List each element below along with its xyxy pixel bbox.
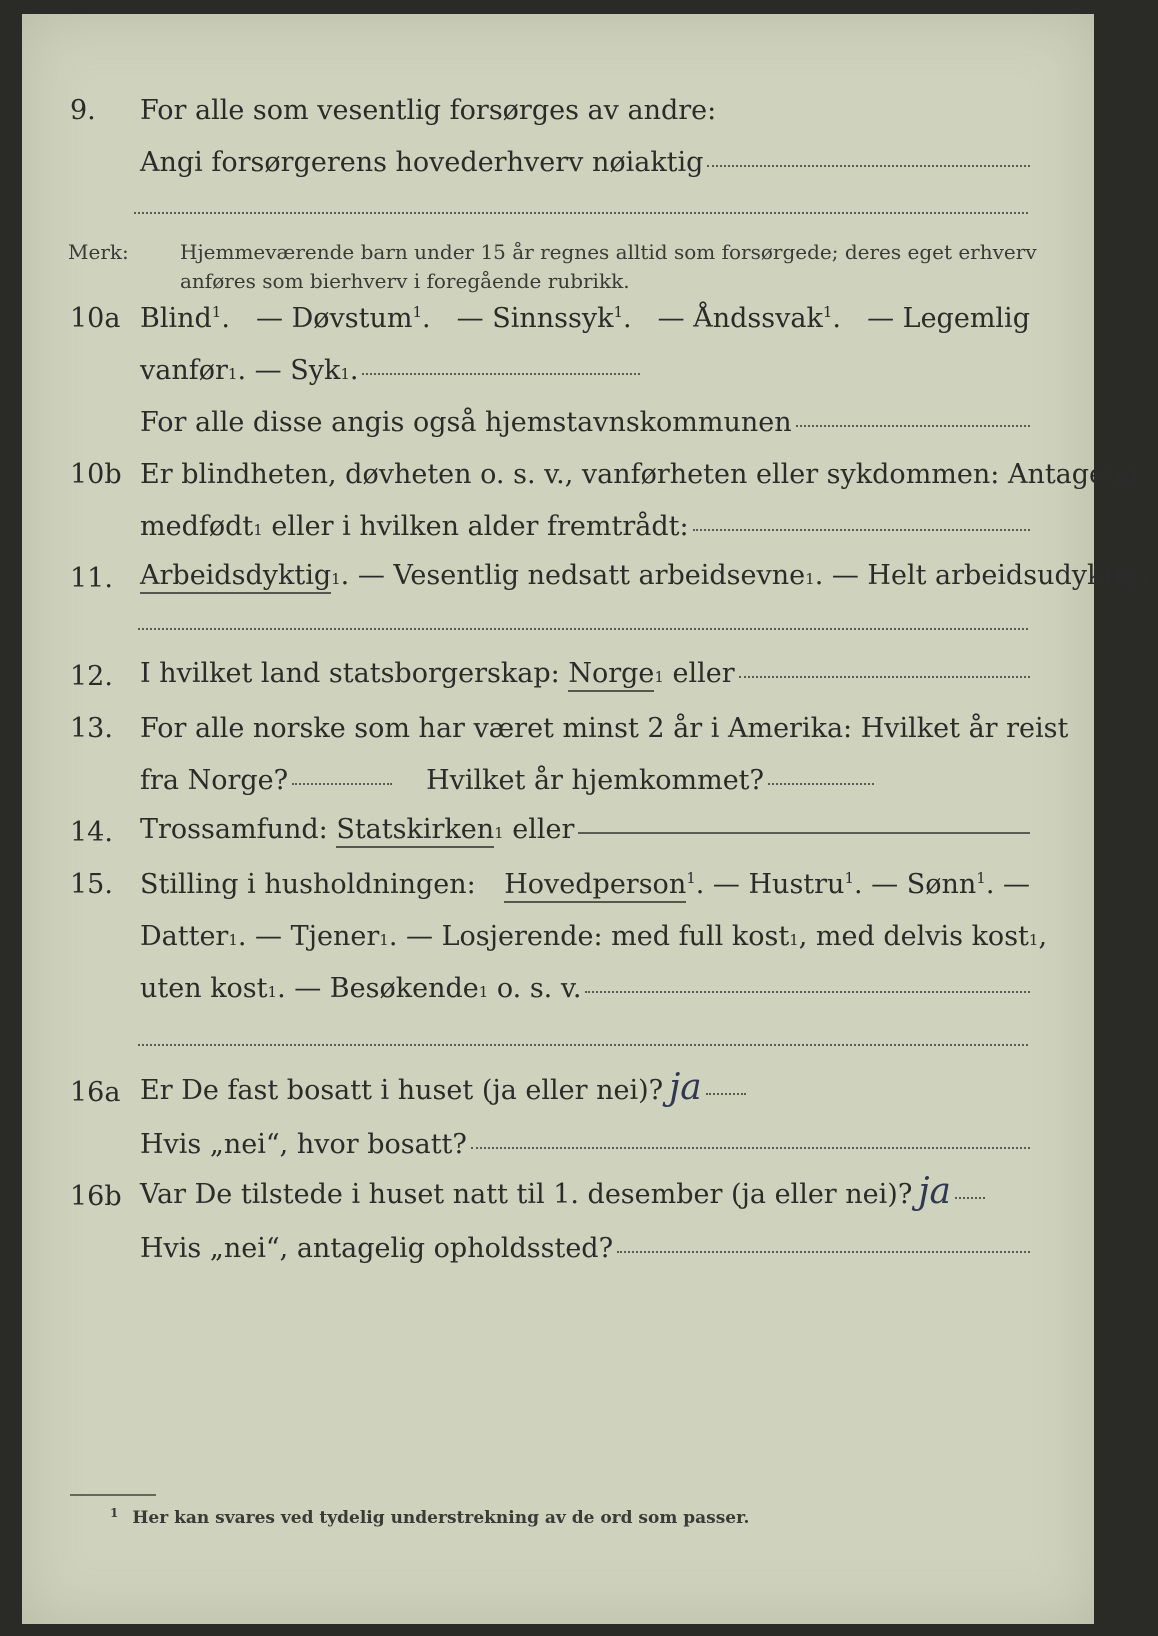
question-14-line (22, 814, 1094, 854)
footnote-reference: 1 (686, 869, 696, 887)
answer-line[interactable] (585, 991, 1030, 993)
question-13-line-1 (22, 710, 1094, 750)
question-text: eller (512, 814, 575, 845)
answer-line[interactable] (138, 628, 1028, 630)
option-hovedperson-underlined: Hovedperson (504, 869, 686, 903)
question-text: eller i hvilken alder fremtrådt: (271, 511, 689, 542)
footnote-reference: 1 (976, 869, 986, 887)
question-number: 9. (70, 95, 96, 126)
question-11-line-1: 11. Arbeidsdyktig 1 . — Vesentlig nedsatt arbeidsevne 1 . — Helt arbeidsudyktig 1 . (70, 560, 1158, 594)
question-16b-line-2 (22, 1230, 1094, 1270)
question-text: Hvis „nei“, antagelig opholdssted? (140, 1233, 614, 1264)
footnote-reference: 1 (340, 365, 350, 383)
footnote-marker: 1 (110, 1506, 119, 1520)
question-10a-line-1 (22, 300, 1094, 340)
footnote-reference: 1 (412, 303, 422, 321)
question-text: Trossamfund: (140, 814, 328, 845)
option-nedsatt: . — Vesentlig nedsatt arbeidsevne (340, 560, 806, 591)
footnote-reference: 1 (494, 824, 504, 842)
answer-line[interactable] (739, 676, 1030, 678)
footnote-reference: 1 (613, 303, 624, 321)
question-12-line (22, 658, 1094, 698)
question-13-line-2 (22, 762, 1094, 802)
option-dovstum: — Døvstum$^1$. (256, 303, 431, 334)
question-number: 16a (70, 1077, 121, 1108)
question-text: Hvis „nei“, hvor bosatt? (140, 1129, 467, 1160)
footnote-reference: 1 (654, 668, 664, 686)
question-text: o. s. v. (496, 973, 582, 1004)
question-text: fra Norge? (140, 765, 289, 796)
question-text: Var De tilstede i huset natt til 1. desember (ja eller nei)? (140, 1179, 913, 1210)
option-medfodt: medfødt (140, 511, 254, 542)
question-text: Stilling i husholdningen: (140, 869, 476, 900)
question-9-line-1 (22, 92, 1094, 132)
option-andssvak: — Åndssvak$^1$. (657, 303, 841, 334)
footnote (110, 1506, 749, 1528)
option-vanfor: vanfør (140, 355, 228, 386)
question-16b-line-1 (22, 1171, 1094, 1218)
question-9-line-2 (22, 144, 1094, 184)
question-10b-line-2 (22, 508, 1094, 548)
footnote-reference: 1 (227, 365, 238, 383)
footnote-reference: 1 (478, 983, 489, 1001)
question-number: 16b (70, 1181, 122, 1212)
option-norge-underlined: Norge (568, 658, 654, 692)
option-syk: — Syk (254, 355, 341, 386)
question-16a-line-1 (22, 1067, 1094, 1114)
answer-line[interactable] (471, 1147, 1030, 1149)
handwritten-answer: ja (669, 1067, 702, 1108)
footnote-reference: 1 (379, 931, 389, 949)
footnote-reference: 1 (1028, 931, 1039, 949)
question-number: 15. (70, 869, 113, 900)
question-text: eller (672, 658, 735, 689)
question-number: 10a (70, 303, 121, 334)
footnote-reference: 1 (789, 931, 799, 949)
footnote-reference: 1 (253, 521, 263, 539)
option-losjerende: . — Losjerende: med full kost (388, 921, 790, 952)
question-number: 12. (70, 661, 113, 692)
option-tjener: . — Tjener (237, 921, 380, 952)
answer-line[interactable] (796, 425, 1030, 427)
option-blind: Blind$^1$. (140, 303, 230, 334)
answer-line[interactable] (955, 1197, 985, 1199)
answer-line[interactable] (134, 212, 1028, 214)
answer-line[interactable] (693, 529, 1030, 531)
question-number: 10b (70, 459, 122, 490)
question-text: For alle disse angis også hjemstavnskommunen (140, 407, 792, 438)
footnote-reference: 1 (822, 303, 833, 321)
handwritten-answer: ja (918, 1171, 951, 1212)
option-legemlig: — Legemlig (867, 303, 1030, 334)
question-number: 13. (70, 713, 113, 744)
census-form-page (22, 14, 1158, 1624)
question-text: Er blindheten, døvheten o. s. v., vanførheten eller sykdommen: Antagelig (140, 459, 1140, 490)
footnote-reference: 1 (1140, 570, 1150, 588)
footnote-rule (70, 1494, 156, 1496)
answer-line[interactable] (707, 165, 1030, 167)
option-sinnssyk: — Sinnssyk$^1$. (456, 303, 632, 334)
option-arbeidsdyktig-underlined: Arbeidsdyktig (140, 560, 331, 594)
question-text: I hvilket land statsborgerskap: (140, 658, 560, 689)
question-15-line-1: 15. Stilling i husholdningen: Hovedperson$^1$. — Hustru$^1$. — Sønn$^1$. — (22, 866, 1094, 906)
footnote-reference: 1 (844, 869, 854, 887)
note-text: Hjemmeværende barn under 15 år regnes alltid som forsørgede; deres eget erhverv anføres som bierhverv i foregående rubrikk. (180, 240, 1037, 293)
footnote-reference: 1 (267, 983, 278, 1001)
option-delvis-kost: , med delvis kost (798, 921, 1029, 952)
question-text: For alle norske som har været minst 2 år i Amerika: Hvilket år reist (140, 713, 1069, 744)
question-15-line-3 (22, 970, 1094, 1010)
answer-line[interactable] (292, 783, 392, 785)
answer-line[interactable] (362, 373, 640, 375)
question-10a-line-2: vanfør 1 . — Syk 1 . (22, 352, 1094, 392)
footnote-reference: 1 (228, 931, 238, 949)
option-statskirken-underlined: Statskirken (336, 814, 494, 848)
option-besokende: . — Besøkende (277, 973, 479, 1004)
footnote-text: Her kan svares ved tydelig understrekning av de ord som passer. (132, 1508, 750, 1528)
option-udyktig: . — Helt arbeidsudyktig (814, 560, 1141, 591)
answer-line[interactable] (138, 1044, 1028, 1046)
question-text: Angi forsørgerens hovederhverv nøiaktig (140, 147, 704, 178)
question-text: For alle som vesentlig forsørges av andre: (140, 95, 717, 126)
answer-line[interactable] (617, 1251, 1030, 1253)
question-number: 11. (70, 563, 113, 594)
question-text: Hvilket år hjemkommet? (426, 765, 765, 796)
footnote-reference: 1 (805, 570, 815, 588)
option-uten-kost: uten kost (140, 973, 268, 1004)
note-label: Merk: (68, 240, 129, 264)
question-number: 14. (70, 817, 113, 848)
footnote-reference: 1 (211, 303, 222, 321)
question-16a-line-2 (22, 1126, 1094, 1166)
question-10a-line-3 (22, 404, 1094, 444)
option-datter: Datter (140, 921, 229, 952)
answer-line[interactable] (578, 832, 1030, 834)
question-10b-line-1 (22, 456, 1140, 496)
footnote-reference: 1 (331, 570, 341, 588)
answer-line[interactable] (768, 783, 874, 785)
answer-line[interactable] (706, 1093, 746, 1095)
question-15-line-2: Datter 1 . — Tjener 1 . — Losjerende: med full kost 1 , med delvis kost 1 , (140, 921, 1048, 952)
question-text: Er De fast bosatt i huset (ja eller nei)? (140, 1075, 664, 1106)
